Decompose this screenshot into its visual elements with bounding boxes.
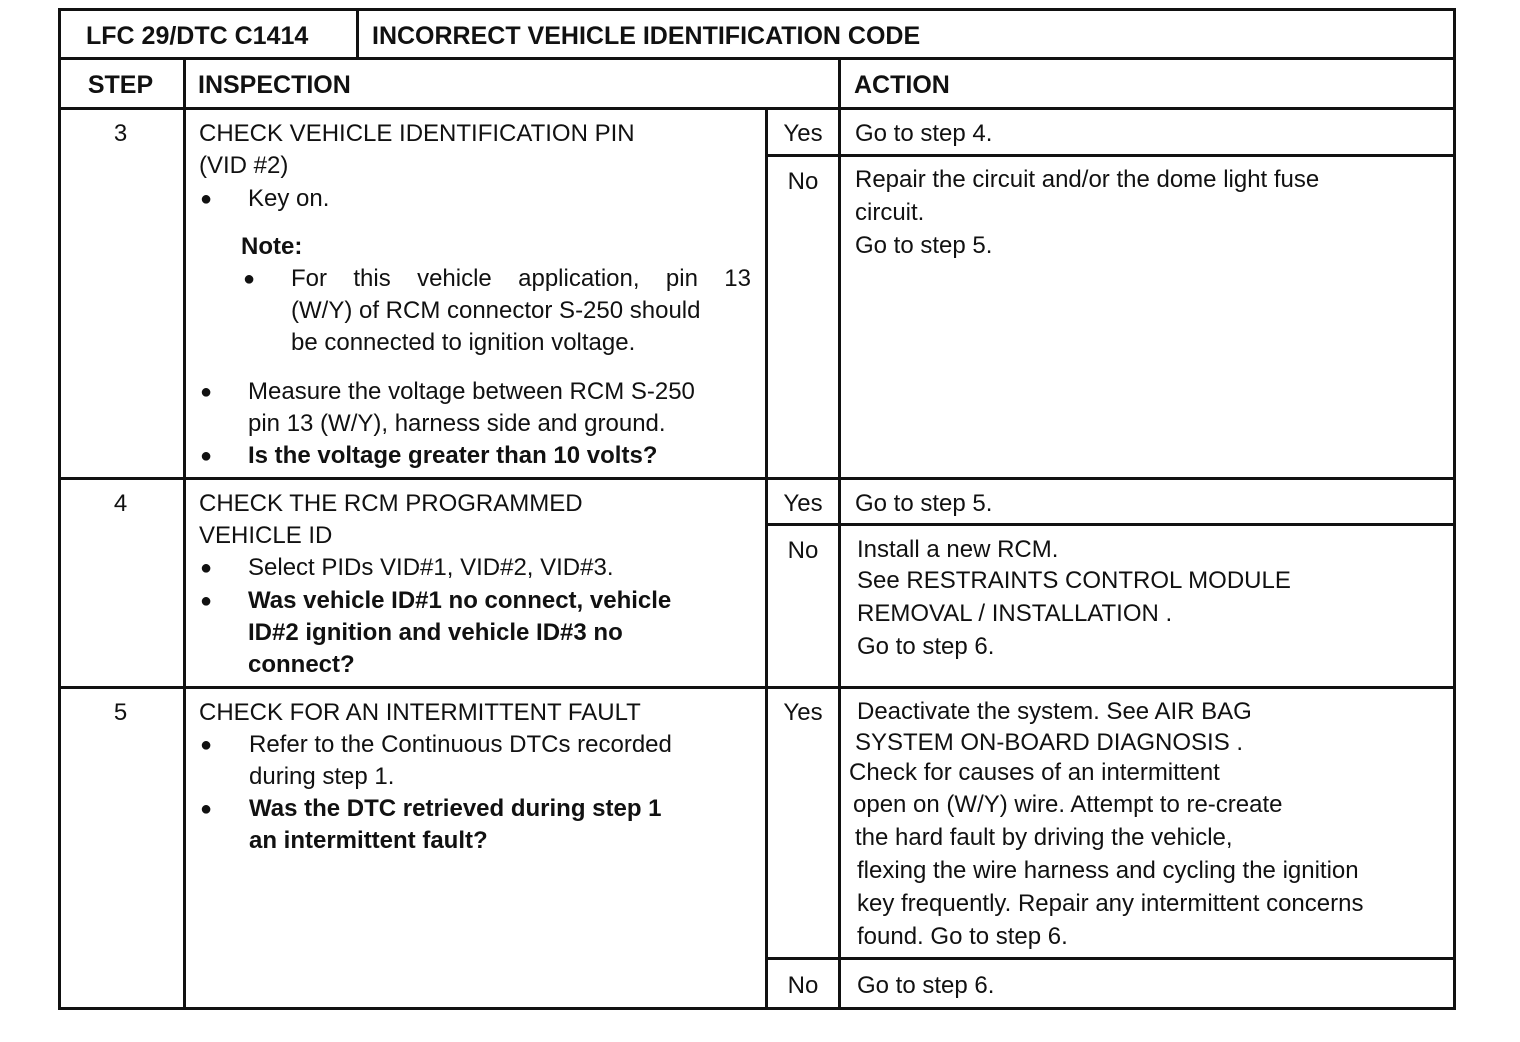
rule-header-sep [356, 8, 359, 58]
rule-step3 [58, 477, 1456, 480]
rule-s5-yes [765, 957, 1456, 960]
yes-action: Go to step 5. [855, 490, 993, 517]
bullet-icon: ● [243, 268, 256, 290]
col-step: STEP [87, 71, 154, 99]
inspection-bullet: Measure the voltage between RCM S-250 [248, 378, 695, 405]
step-title: (VID #2) [199, 152, 289, 179]
bullet-icon: ● [200, 188, 213, 210]
yes-action: Deactivate the system. See AIR BAG [857, 698, 1252, 725]
inspection-question: connect? [248, 651, 355, 678]
inspection-bullet: Key on. [248, 185, 330, 212]
table-title: INCORRECT VEHICLE IDENTIFICATION CODE [372, 22, 921, 50]
no-label: No [787, 972, 819, 999]
inspection-question: Was vehicle ID#1 no connect, vehicle [248, 587, 672, 614]
inspection-bullet: Select PIDs VID#1, VID#2, VID#3. [248, 554, 614, 581]
note-text: (W/Y) of RCM connector S-250 should [291, 297, 701, 324]
inspection-bullet: during step 1. [249, 763, 395, 790]
step-title: CHECK FOR AN INTERMITTENT FAULT [199, 699, 641, 726]
rule-header [58, 57, 1456, 60]
yes-action: Go to step 4. [855, 120, 993, 147]
rule-action-col [838, 58, 841, 1010]
no-action: circuit. [855, 199, 925, 226]
yes-action: found. Go to step 6. [857, 923, 1068, 950]
inspection-question: an intermittent fault? [249, 827, 488, 854]
step-number: 3 [113, 120, 128, 147]
col-inspection: INSPECTION [198, 71, 351, 99]
note-label: Note: [241, 233, 303, 260]
rule-step-col [183, 58, 186, 1010]
step-number: 5 [113, 699, 128, 726]
no-action: Go to step 6. [857, 972, 995, 999]
yes-action: SYSTEM ON-BOARD DIAGNOSIS . [855, 729, 1244, 756]
step-number: 4 [113, 490, 128, 517]
yes-label: Yes [783, 120, 823, 147]
yes-action: open on (W/Y) wire. Attempt to re-create [853, 791, 1283, 818]
col-action: ACTION [854, 71, 950, 99]
inspection-bullet: pin 13 (W/Y), harness side and ground. [248, 410, 666, 437]
no-action: See RESTRAINTS CONTROL MODULE [857, 567, 1291, 594]
no-action: Go to step 6. [857, 633, 995, 660]
rule-s4-yes [765, 523, 1456, 526]
inspection-bullet: Refer to the Continuous DTCs recorded [249, 731, 672, 758]
yes-action: key frequently. Repair any intermittent concerns [857, 890, 1364, 917]
bullet-icon: ● [200, 734, 213, 756]
inspection-question: Is the voltage greater than 10 volts? [248, 442, 658, 469]
bullet-icon: ● [200, 798, 213, 820]
no-label: No [787, 168, 819, 195]
yes-action: flexing the wire harness and cycling the ignition [857, 857, 1359, 884]
step-title: CHECK THE RCM PROGRAMMED [199, 490, 583, 517]
step-title: VEHICLE ID [199, 522, 333, 549]
no-action: REMOVAL / INSTALLATION . [857, 600, 1173, 627]
bullet-icon: ● [200, 590, 213, 612]
note-text: be connected to ignition voltage. [291, 329, 636, 356]
yes-action: the hard fault by driving the vehicle, [855, 824, 1233, 851]
inspection-question: Was the DTC retrieved during step 1 [249, 795, 662, 822]
yes-label: Yes [783, 699, 823, 726]
inspection-question: ID#2 ignition and vehicle ID#3 no [248, 619, 623, 646]
dtc-code: LFC 29/DTC C1414 [86, 22, 309, 50]
bullet-icon: ● [200, 557, 213, 579]
step-title: CHECK VEHICLE IDENTIFICATION PIN [199, 120, 635, 147]
no-action: Repair the circuit and/or the dome light fuse [855, 166, 1320, 193]
rule-columns [58, 107, 1456, 110]
rule-s3-yes [765, 154, 1456, 157]
yes-label: Yes [783, 490, 823, 517]
bullet-icon: ● [200, 381, 213, 403]
no-action: Install a new RCM. [857, 536, 1059, 563]
no-action: Go to step 5. [855, 232, 993, 259]
bullet-icon: ● [200, 445, 213, 467]
rule-step4 [58, 686, 1456, 689]
note-text: For this vehicle application, pin 13 [291, 265, 751, 292]
yes-action: Check for causes of an intermittent [849, 759, 1220, 786]
no-label: No [787, 537, 819, 564]
